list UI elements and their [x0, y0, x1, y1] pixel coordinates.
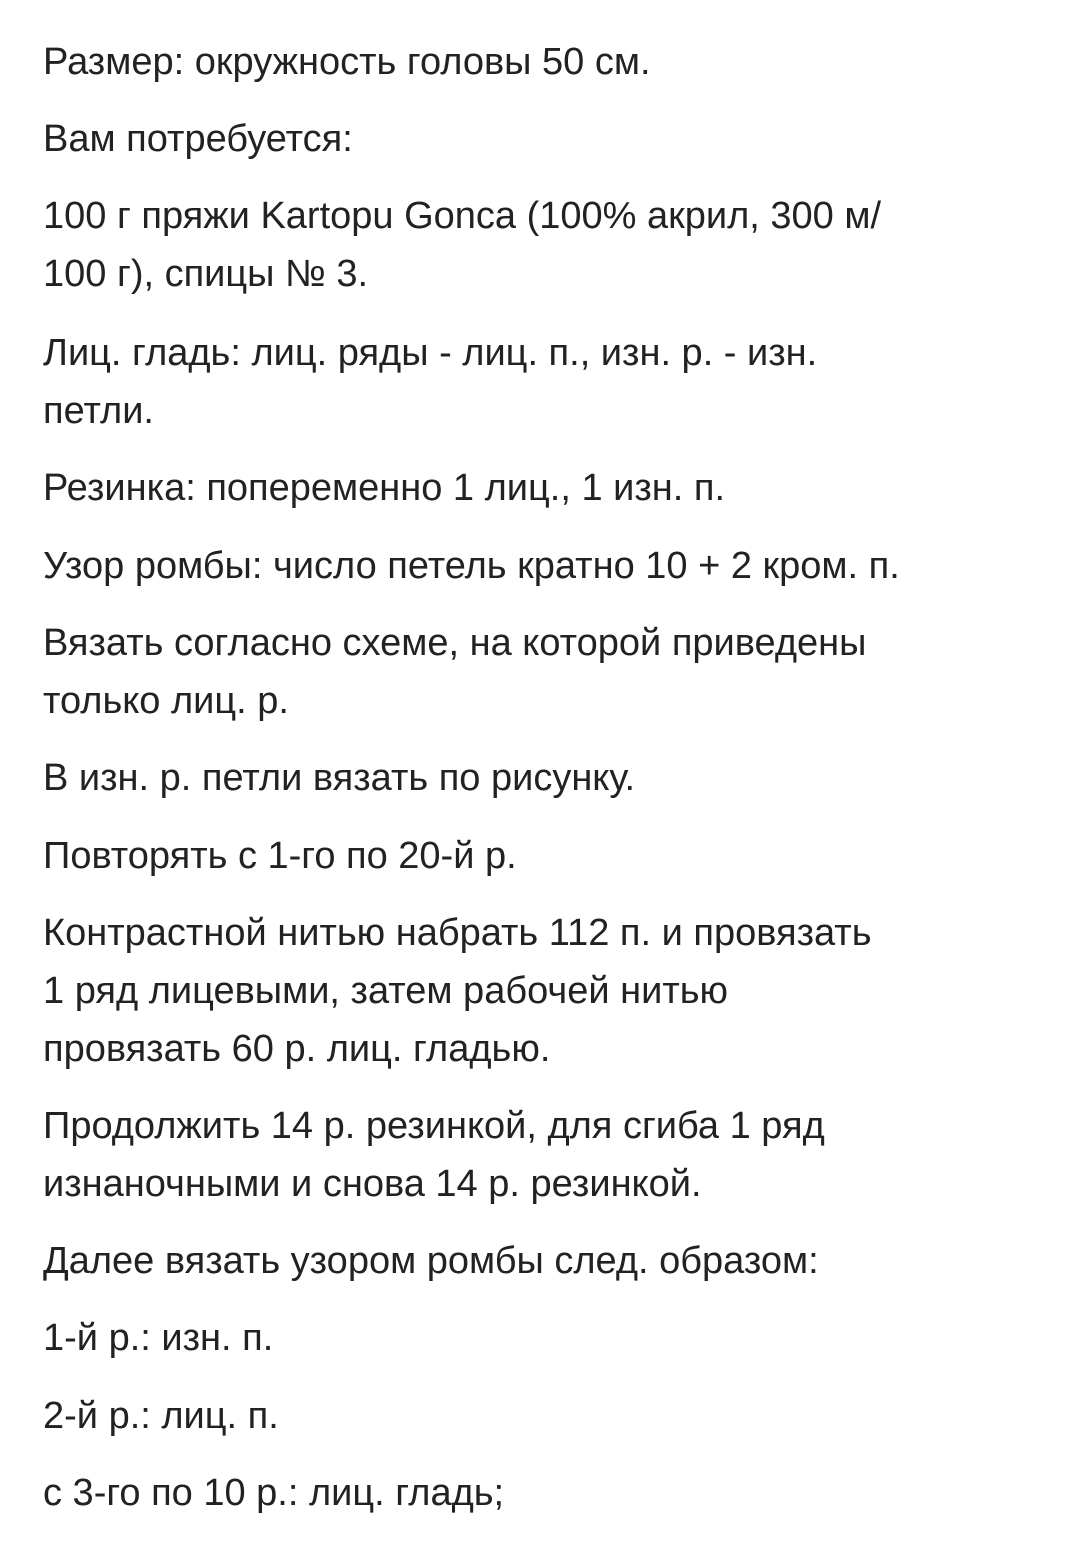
- pattern-intro-paragraph: Далее вязать узором ромбы след. образом:: [43, 1240, 819, 1282]
- row-2-paragraph: 2-й р.: лиц. п.: [43, 1395, 279, 1437]
- stockinette-paragraph: Лиц. гладь: лиц. ряды - лиц. п., изн. р. - изн. петли.: [43, 332, 818, 432]
- row-1-paragraph: 1-й р.: изн. п.: [43, 1317, 274, 1359]
- diamond-pattern-paragraph: Узор ромбы: число петель кратно 10 + 2 кром. п.: [43, 545, 900, 587]
- ribbing-paragraph: Резинка: попеременно 1 лиц., 1 изн. п.: [43, 467, 726, 509]
- chart-note-paragraph: Вязать согласно схеме, на которой приведены только лиц. р.: [43, 622, 867, 722]
- repeat-paragraph: Повторять с 1-го по 20-й р.: [43, 835, 517, 877]
- materials-paragraph: 100 г пряжи Kartopu Gonca (100% акрил, 300 м/ 100 г), спицы № 3.: [43, 195, 882, 295]
- cast-on-paragraph: Контрастной нитью набрать 112 п. и провязать 1 ряд лицевыми, затем рабочей нитью провязать 60 р. лиц. гладью.: [43, 912, 872, 1070]
- size-paragraph: Размер: окружность головы 50 см.: [43, 41, 651, 83]
- materials-heading: Вам потребуется:: [43, 118, 353, 160]
- wrong-side-paragraph: В изн. р. петли вязать по рисунку.: [43, 757, 636, 799]
- fold-paragraph: Продолжить 14 р. резинкой, для сгиба 1 ряд изнаночными и снова 14 р. резинкой.: [43, 1105, 825, 1205]
- rows-3-10-paragraph: с 3-го по 10 р.: лиц. гладь;: [43, 1472, 505, 1514]
